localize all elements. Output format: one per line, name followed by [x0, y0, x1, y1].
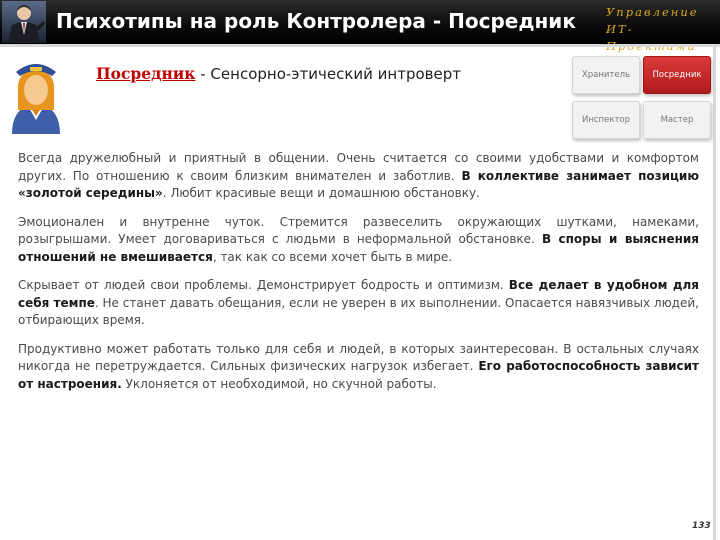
page-number: 133 [692, 521, 711, 531]
paragraph-emphasis: Его работоспособность зависит от настроения. [18, 359, 700, 391]
paragraph-3 [18, 277, 699, 330]
psychotype-name: Посредник [96, 64, 196, 83]
description-text [18, 150, 699, 404]
page-title: Психотипы на роль Контролера - Посредник [56, 9, 576, 33]
psychotype-subtitle: - Сенсорно-этический интроверт [195, 65, 461, 83]
header-avatar [2, 1, 46, 43]
paragraph-1 [18, 150, 699, 203]
paragraph-segment: Продуктивно может работать только для себя и людей, в которых заинтересован. В остальных случаях никогда не перетруждается. Сильных физических нагрузок избегает. [18, 341, 699, 373]
paragraph-segment: Скрывает от людей свои проблемы. Демонстрирует бодрость и оптимизм. [18, 278, 509, 292]
paragraph-segment: Уклоняется от необходимой, но скучной работы. [121, 376, 437, 391]
type-button-mediator[interactable]: Посредник [643, 56, 711, 94]
paragraph-emphasis: В коллективе занимает позицию «золотой середины» [18, 168, 699, 200]
brand-line-1: Управление [606, 5, 699, 19]
paragraph-segment: . Любит красивые вещи и домашнюю обстановку. [162, 186, 480, 200]
paragraph-2 [18, 214, 699, 267]
paragraph-segment: Всегда дружелюбный и приятный в общении. Очень считается со своими удобствами и комфортом других. По отношению к своим близким внимателен и заботлив. [18, 151, 699, 183]
brand-logo [606, 4, 716, 55]
paragraph-4 [18, 341, 699, 394]
paragraph-segment: . Не станет давать обещания, если не уверен в их выполнении. Опасается навязчивых людей, отбирающих время. [18, 295, 699, 327]
type-button-keeper[interactable]: Хранитель [572, 56, 640, 94]
slide-heading [96, 64, 461, 83]
header-divider [0, 44, 720, 47]
paragraph-segment: Эмоционален и внутренне чуток. Стремится развеселить окружающих шутками, намеками, розыгрышами. Умеет договариваться с людьми в неформальной обстановке. [18, 214, 699, 246]
brand-line-2: ИТ- [606, 22, 634, 36]
paragraph-segment: , так как со всеми хочет быть в мире. [212, 249, 453, 264]
type-button-master[interactable]: Мастер [643, 101, 711, 139]
paragraph-emphasis: Все делает в удобном для себя темпе [18, 278, 700, 310]
paragraph-emphasis: В споры и выяснения отношений не вмешивается [18, 232, 699, 264]
header-bar [0, 0, 720, 44]
type-button-inspector[interactable]: Инспектор [572, 101, 640, 139]
right-divider [713, 47, 716, 540]
flight-attendant-icon [6, 54, 66, 134]
